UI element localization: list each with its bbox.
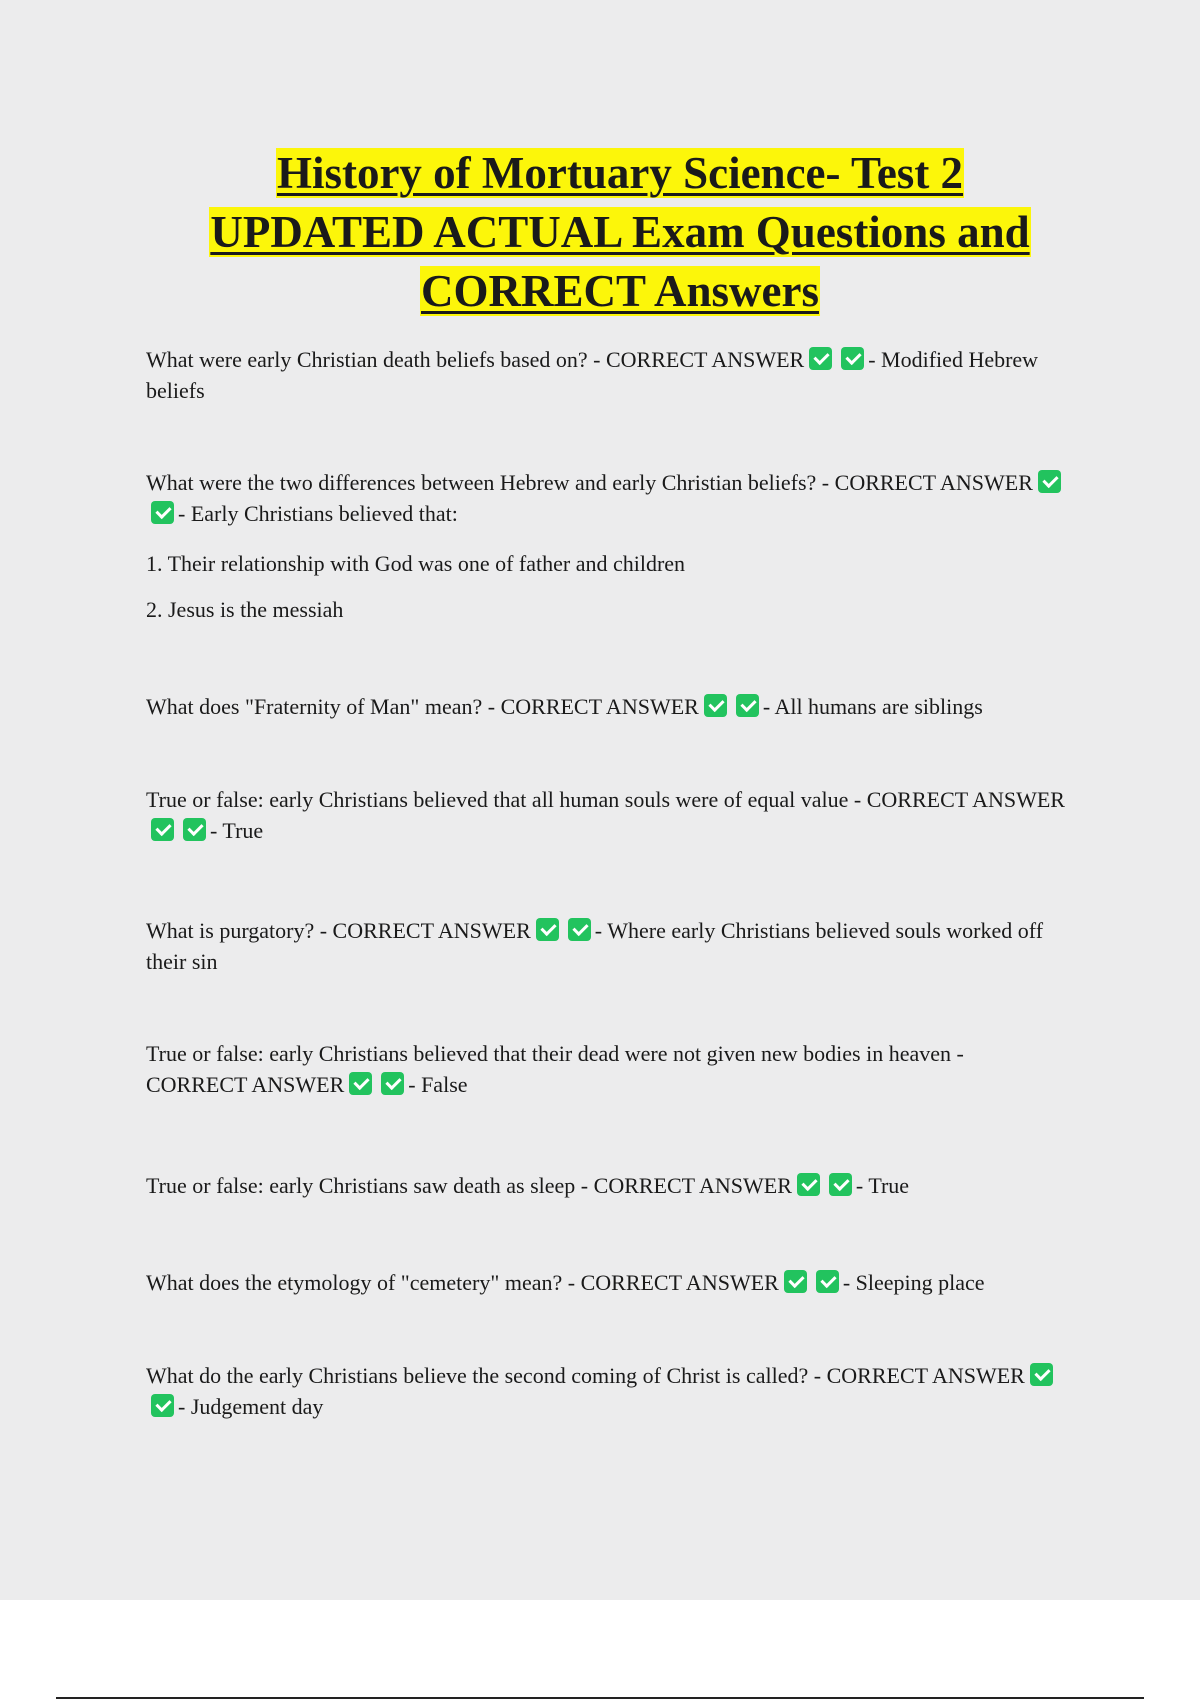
question-text: What does the etymology of "cemetery" mean? - [146, 1270, 581, 1295]
check-icon [736, 694, 759, 717]
question-text: What were the two differences between Hebrew and early Christian beliefs? - [146, 470, 835, 495]
answer-text: - Early Christians believed that: [178, 501, 458, 526]
qa-item [146, 691, 1066, 722]
question-text: What do the early Christians believe the second coming of Christ is called? - [146, 1363, 827, 1388]
check-icon [704, 694, 727, 717]
answer-text: - False [408, 1072, 468, 1097]
qa-item [146, 344, 1066, 406]
check-icon [151, 818, 174, 841]
answer-sub-line: 2. Jesus is the messiah [146, 597, 344, 622]
title-line-1: History of Mortuary Science- Test 2 [276, 148, 964, 198]
check-icon [151, 1394, 174, 1417]
qa-item [146, 915, 1066, 977]
check-icon [183, 818, 206, 841]
check-icon [816, 1270, 839, 1293]
title-line-3: CORRECT Answers [421, 266, 819, 316]
question-text: True or false: early Christians believed that their dead were not given new bodies in heaven - [146, 1041, 964, 1066]
check-icon [536, 918, 559, 941]
qa-item [146, 467, 1066, 529]
answer-text: - Modified Hebrew beliefs [146, 347, 1039, 403]
answer-marker: CORRECT ANSWER [593, 1173, 792, 1198]
answer-text: - True [210, 818, 264, 843]
page-divider [56, 1697, 1144, 1699]
answer-marker: CORRECT ANSWER [834, 470, 1033, 495]
answer-sub-line: 1. Their relationship with God was one of father and children [146, 551, 686, 576]
answer-text: - Judgement day [178, 1394, 324, 1419]
question-text: True or false: early Christians saw death as sleep - [146, 1173, 594, 1198]
answer-marker: CORRECT ANSWER [580, 1270, 779, 1295]
check-icon [1030, 1363, 1053, 1386]
title-line-2: UPDATED ACTUAL Exam Questions and [210, 207, 1030, 257]
answer-marker: CORRECT ANSWER [866, 787, 1065, 812]
question-text: True or false: early Christians believed that all human souls were of equal value - [146, 787, 867, 812]
answer-marker: CORRECT ANSWER [332, 918, 531, 943]
question-text: What were early Christian death beliefs based on? - [146, 347, 606, 372]
answer-marker: CORRECT ANSWER [500, 694, 699, 719]
qa-item [146, 1267, 1066, 1298]
check-icon [151, 501, 174, 524]
answer-text: - Sleeping place [842, 1270, 985, 1295]
qa-item [146, 1170, 1066, 1201]
check-icon [1038, 470, 1061, 493]
check-icon [841, 347, 864, 370]
check-icon [568, 918, 591, 941]
answer-marker: CORRECT ANSWER [146, 1072, 345, 1097]
question-text: What is purgatory? - [146, 918, 333, 943]
answer-text: - All humans are siblings [762, 694, 983, 719]
document-title [140, 144, 1100, 321]
qa-item [146, 1360, 1066, 1422]
answer-text: - Where early Christians believed souls worked off their sin [146, 918, 1044, 974]
answer-marker: CORRECT ANSWER [605, 347, 805, 372]
answer-marker: CORRECT ANSWER [826, 1363, 1025, 1388]
check-icon [349, 1072, 372, 1095]
question-text: What does "Fraternity of Man" mean? - [146, 694, 501, 719]
check-icon [797, 1173, 820, 1196]
qa-item [146, 1038, 1066, 1100]
check-icon [809, 347, 832, 370]
qa-item [146, 784, 1066, 846]
check-icon [381, 1072, 404, 1095]
check-icon [829, 1173, 852, 1196]
answer-text: - True [855, 1173, 910, 1198]
check-icon [784, 1270, 807, 1293]
